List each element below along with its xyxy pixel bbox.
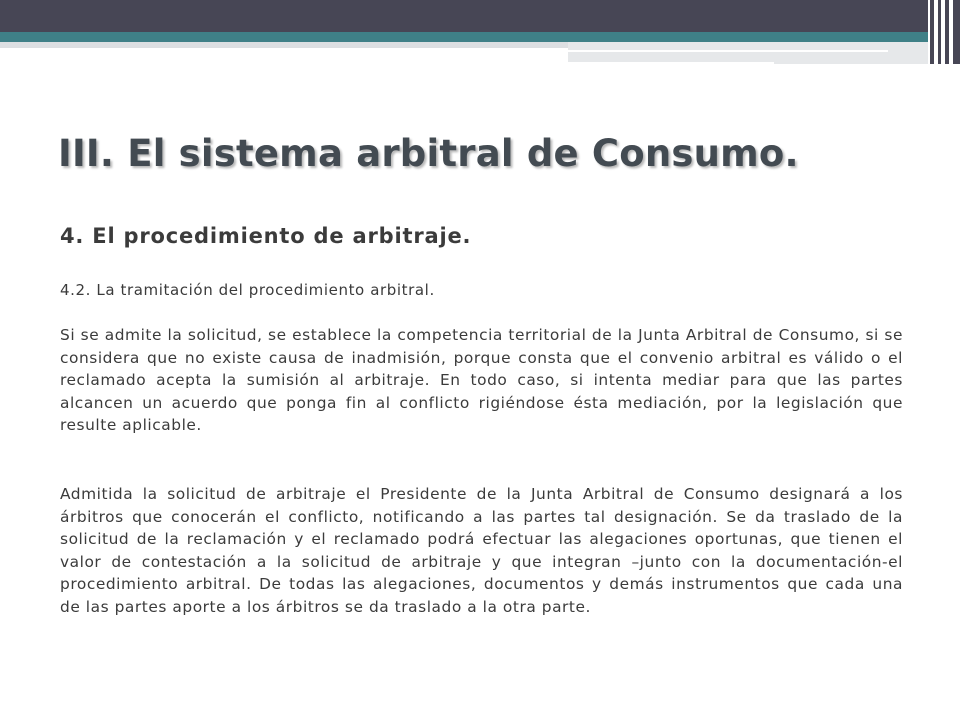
- slide-title: III. El sistema arbitral de Consumo.: [58, 132, 799, 175]
- header-decor-line: [568, 62, 774, 64]
- edge-stripe: [953, 0, 960, 64]
- edge-stripe: [930, 0, 934, 64]
- header-bar: [0, 0, 960, 32]
- edge-stripe: [938, 0, 941, 64]
- header-edge-stripes: [928, 0, 960, 64]
- body-paragraph: Si se admite la solicitud, se establece la competencia territorial de la Junta Arbitral de Consumo, si se considera que no existe causa de inadmisión, porque consta que el convenio arbitral es válido o el reclamado acepta la sumisión al arbitraje. En todo caso, si intenta mediar para que las partes alcancen un acuerdo que ponga fin al conflicto rigiéndose ésta mediación, por la legislación que resulte aplicable.: [60, 326, 903, 435]
- section-heading: 4.2. La tramitación del procedimiento arbitral.: [60, 281, 435, 299]
- header-decor-line: [568, 50, 888, 52]
- header-sub-band: [568, 42, 928, 64]
- body-paragraph: Admitida la solicitud de arbitraje el Presidente de la Junta Arbitral de Consumo designará a los árbitros que conocerán el conflicto, notificando a las partes tal designación. Se da traslado de la solicitud de la reclamación y el reclamado podrá efectuar las alegaciones oportunas, que tienen el valor de contestación a la solicitud de arbitraje y que integran –junto con la documentación-el procedimiento arbitral. De todas las alegaciones, documentos y demás instrumentos que cada una de las partes aporte a los árbitros se da traslado a la otra parte.: [60, 485, 903, 616]
- header-accent-band: [0, 32, 928, 42]
- slide-subtitle: 4. El procedimiento de arbitraje.: [60, 224, 472, 248]
- edge-stripe: [945, 0, 949, 64]
